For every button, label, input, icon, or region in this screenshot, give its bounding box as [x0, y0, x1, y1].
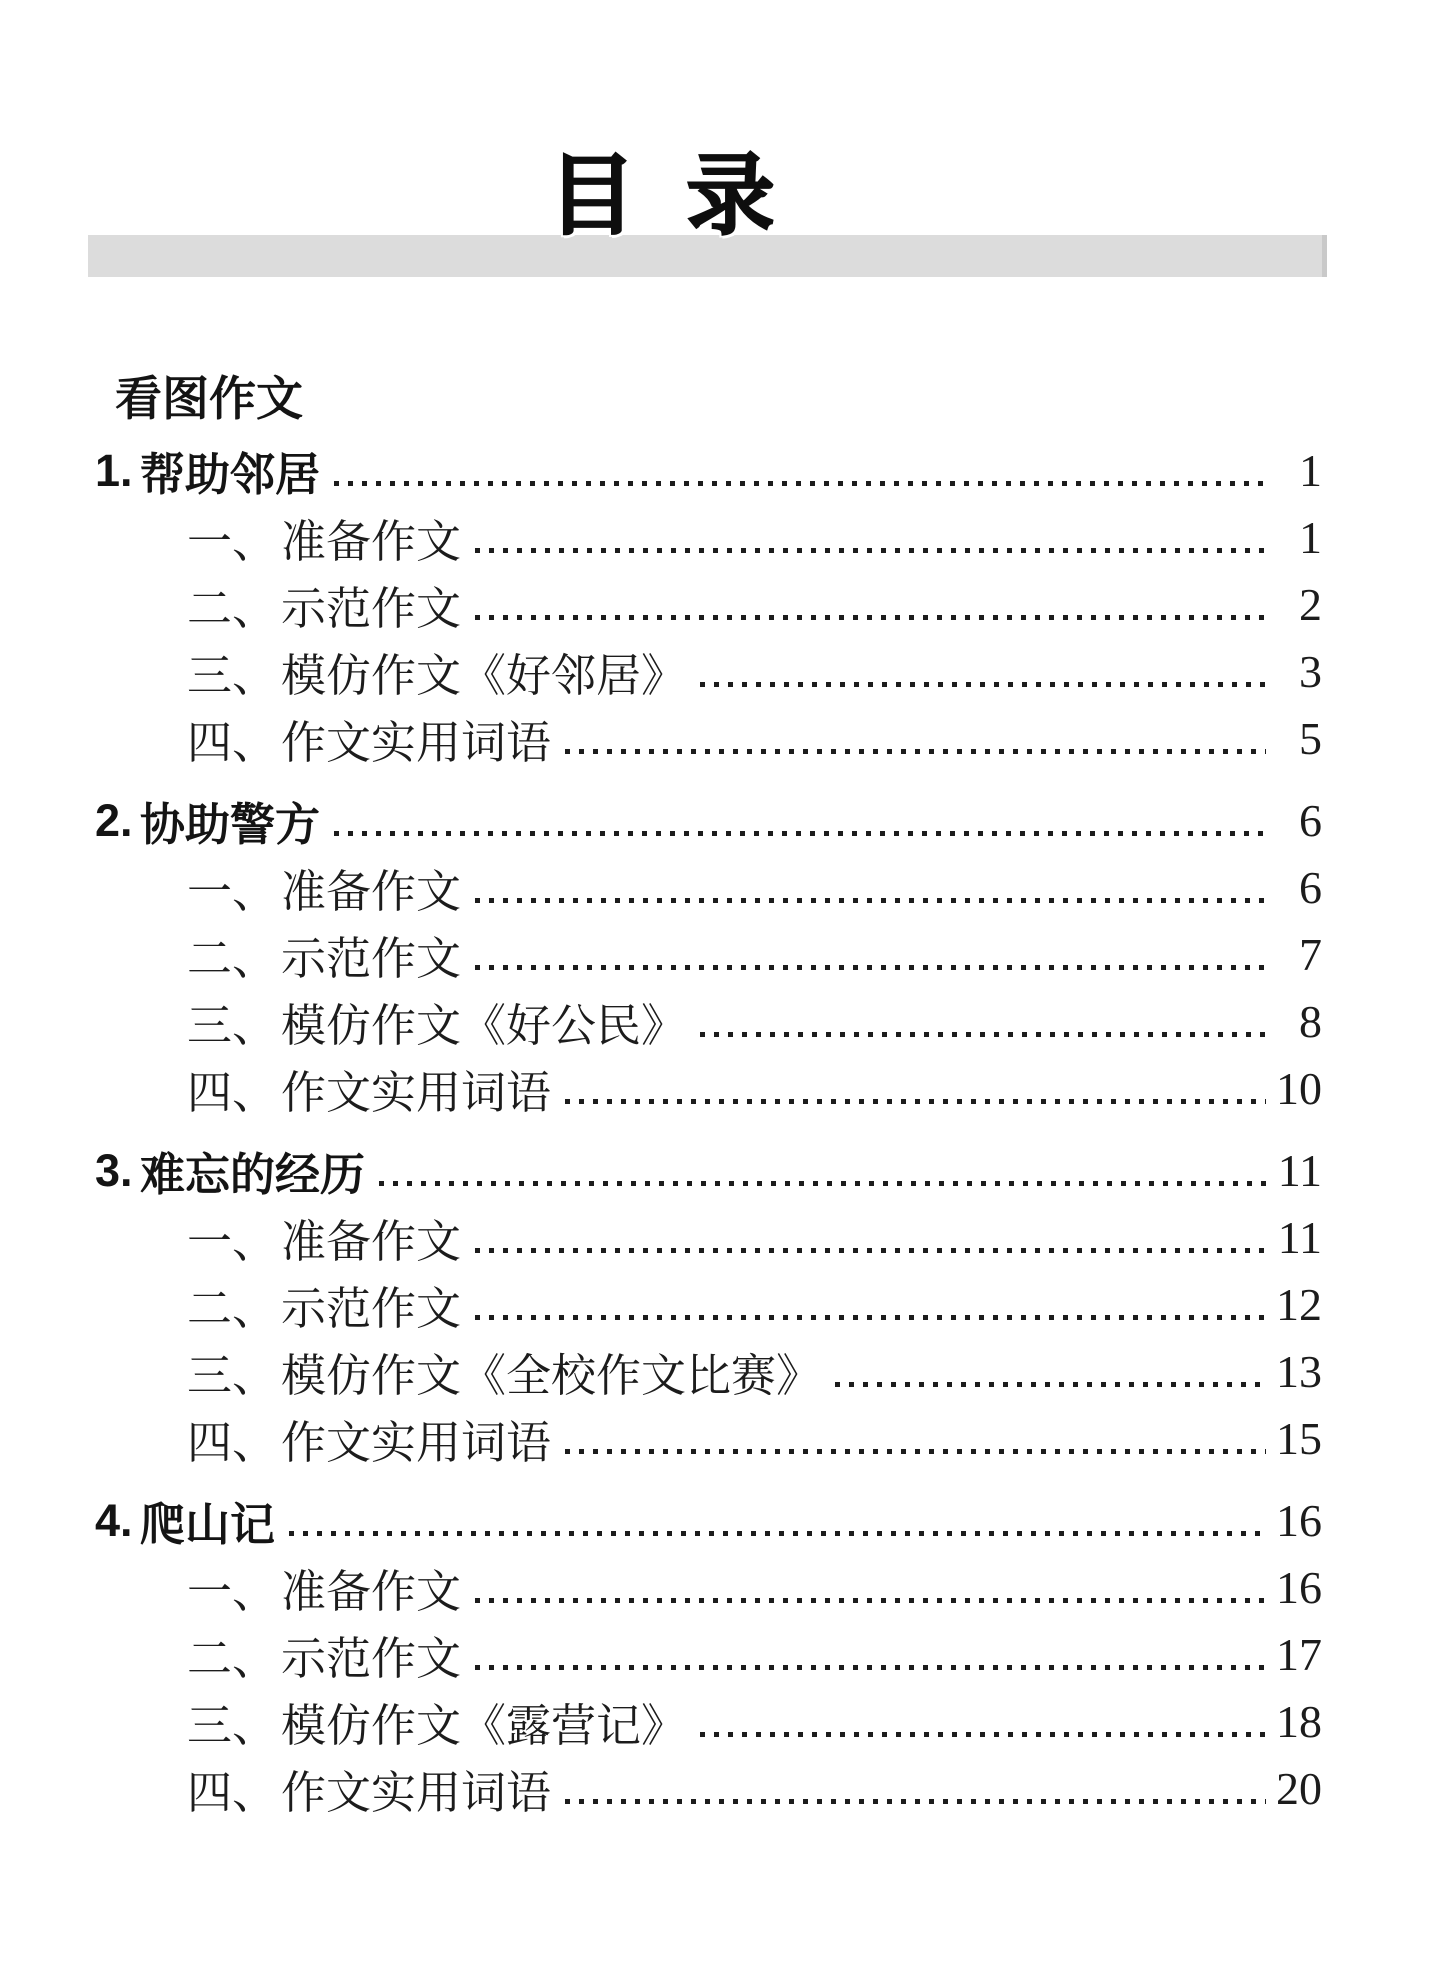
entry-page-number: 20: [1276, 1763, 1322, 1814]
toc-entry[interactable]: [0, 1405, 1445, 1472]
dot-leader: [475, 1665, 1266, 1670]
page-title: 目 录: [548, 146, 775, 245]
dot-leader: [565, 1099, 1266, 1104]
toc-entry[interactable]: [0, 921, 1445, 988]
entry-page-number: 15: [1276, 1413, 1322, 1464]
entry-page-number: 5: [1299, 713, 1322, 764]
entry-title: 作文实用词语: [281, 1068, 552, 1118]
entry-number: 一、: [187, 867, 278, 917]
toc-entry[interactable]: [0, 1755, 1445, 1822]
dot-leader: [334, 831, 1266, 836]
dot-leader: [475, 615, 1266, 620]
entry-page-number: 7: [1299, 929, 1322, 980]
entry-page-number: 16: [1276, 1495, 1322, 1546]
dot-leader: [565, 1449, 1266, 1454]
entry-title: 模仿作文《全校作文比赛》: [281, 1351, 822, 1401]
entry-number: 三、: [187, 651, 278, 701]
entry-number: 三、: [187, 1701, 278, 1751]
entry-number: 4.: [95, 1494, 133, 1546]
toc-entry[interactable]: [0, 1554, 1445, 1621]
entry-title: 难忘的经历: [140, 1149, 366, 1200]
entry-title: 示范作文: [281, 1284, 462, 1334]
toc-entry[interactable]: [0, 1055, 1445, 1122]
toc-entry[interactable]: [0, 571, 1445, 638]
entry-number: 3.: [95, 1144, 133, 1196]
entry-title: 作文实用词语: [281, 1768, 552, 1818]
entry-page-number: 2: [1299, 579, 1322, 630]
entry-page-number: 10: [1276, 1063, 1322, 1114]
dot-leader: [700, 1732, 1266, 1737]
entry-page-number: 16: [1276, 1562, 1322, 1613]
dot-leader: [475, 1248, 1266, 1253]
entry-title: 准备作文: [281, 1217, 462, 1267]
dot-leader: [565, 1799, 1266, 1804]
entry-page-number: 17: [1276, 1629, 1322, 1680]
entry-number: 二、: [187, 1634, 278, 1684]
entry-page-number: 6: [1299, 862, 1322, 913]
toc-entry[interactable]: [0, 1688, 1445, 1755]
entry-title: 协助警方: [140, 799, 321, 850]
entry-page-number: 1: [1299, 512, 1322, 563]
dot-leader: [475, 898, 1266, 903]
entry-page-number: 11: [1277, 1212, 1322, 1263]
toc-entry[interactable]: [0, 988, 1445, 1055]
entry-title: 示范作文: [281, 1634, 462, 1684]
entry-title: 准备作文: [281, 1567, 462, 1617]
toc-entry[interactable]: [0, 504, 1445, 571]
dot-leader: [475, 1598, 1266, 1603]
entry-title: 模仿作文《好公民》: [281, 1001, 687, 1051]
entry-title: 作文实用词语: [281, 718, 552, 768]
dot-leader: [835, 1382, 1266, 1387]
toc-entry[interactable]: [0, 638, 1445, 705]
dot-leader: [700, 1032, 1266, 1037]
entry-title: 示范作文: [281, 584, 462, 634]
entry-number: 四、: [187, 1418, 278, 1468]
dot-leader: [565, 749, 1266, 754]
entry-number: 1.: [95, 444, 133, 496]
entry-number: 三、: [187, 1001, 278, 1051]
toc-entry[interactable]: [0, 1487, 1445, 1554]
toc-list: [0, 370, 1445, 1822]
entry-page-number: 1: [1299, 445, 1322, 496]
dot-leader: [475, 965, 1266, 970]
entry-number: 一、: [187, 517, 278, 567]
entry-title: 准备作文: [281, 517, 462, 567]
entry-number: 一、: [187, 1567, 278, 1617]
toc-entries: [0, 437, 1445, 1822]
entry-number: 2.: [95, 794, 133, 846]
entry-title: 示范作文: [281, 934, 462, 984]
entry-page-number: 11: [1277, 1145, 1322, 1196]
toc-entry[interactable]: [0, 437, 1445, 504]
dot-leader: [379, 1181, 1266, 1186]
entry-title: 帮助邻居: [140, 449, 321, 500]
entry-title: 模仿作文《露营记》: [281, 1701, 687, 1751]
entry-number: 二、: [187, 1284, 278, 1334]
entry-title: 作文实用词语: [281, 1418, 552, 1468]
toc-entry[interactable]: [0, 1271, 1445, 1338]
entry-number: 四、: [187, 1068, 278, 1118]
entry-number: 四、: [187, 1768, 278, 1818]
toc-entry[interactable]: [0, 854, 1445, 921]
toc-entry[interactable]: [0, 705, 1445, 772]
entry-number: 二、: [187, 584, 278, 634]
entry-page-number: 6: [1299, 795, 1322, 846]
entry-page-number: 13: [1276, 1346, 1322, 1397]
entry-page-number: 3: [1299, 646, 1322, 697]
section-header: 看图作文: [115, 372, 303, 425]
toc-entry[interactable]: [0, 787, 1445, 854]
toc-entry[interactable]: [0, 1137, 1445, 1204]
dot-leader: [475, 548, 1266, 553]
entry-number: 四、: [187, 718, 278, 768]
entry-number: 一、: [187, 1217, 278, 1267]
entry-page-number: 18: [1276, 1696, 1322, 1747]
entry-title: 爬山记: [140, 1499, 276, 1550]
entry-page-number: 12: [1276, 1279, 1322, 1330]
toc-entry[interactable]: [0, 1338, 1445, 1405]
dot-leader: [700, 682, 1266, 687]
entry-number: 三、: [187, 1351, 278, 1401]
toc-entry[interactable]: [0, 1621, 1445, 1688]
entry-page-number: 8: [1299, 996, 1322, 1047]
entry-number: 二、: [187, 934, 278, 984]
dot-leader: [475, 1315, 1266, 1320]
dot-leader: [289, 1531, 1266, 1536]
toc-entry[interactable]: [0, 1204, 1445, 1271]
dot-leader: [334, 481, 1266, 486]
entry-title: 模仿作文《好邻居》: [281, 651, 687, 701]
entry-title: 准备作文: [281, 867, 462, 917]
